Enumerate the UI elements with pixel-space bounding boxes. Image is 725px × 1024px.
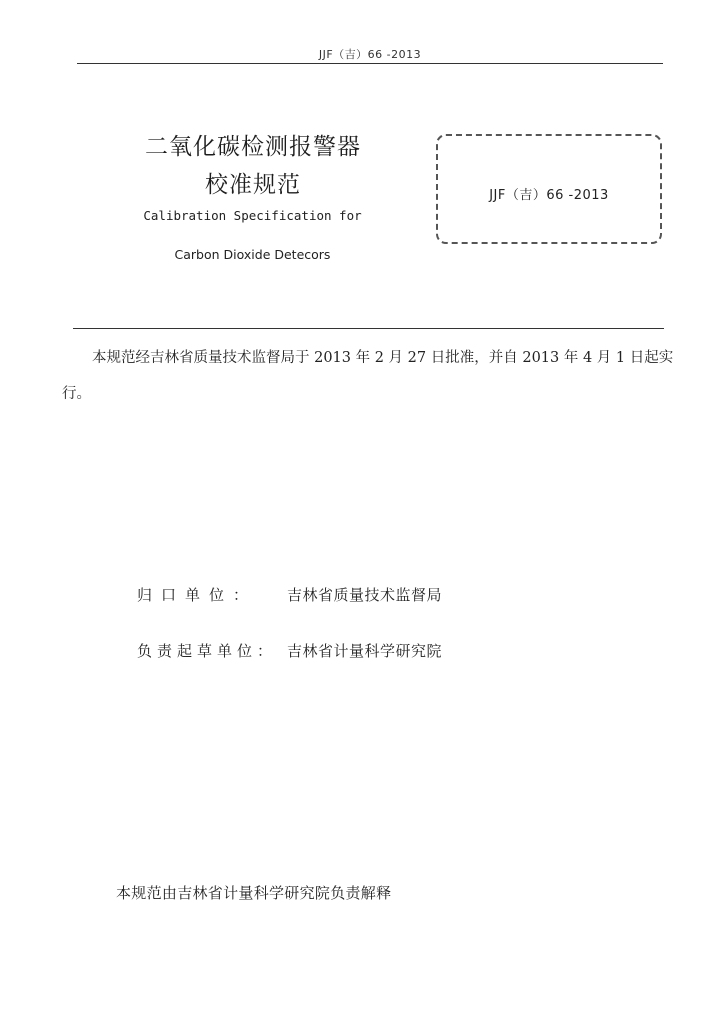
- document-subtitle-cn: 校准规范: [205, 172, 301, 198]
- responsible-unit-row: [137, 584, 442, 605]
- approval-rule: [73, 328, 664, 329]
- document-title-cn: 二氧化碳检测报警器: [145, 134, 361, 160]
- responsible-unit-label: 归口单位：: [137, 586, 258, 604]
- header-rule: [77, 63, 663, 64]
- document-title-en-line2: Carbon Dioxide Detecors: [174, 247, 331, 262]
- document-title-en-line1: Calibration Specification for: [143, 208, 362, 223]
- interpretation-note: 本规范由吉林省计量科学研究院负责解释: [116, 884, 392, 902]
- standard-code-text: JJF（吉）66 -2013: [489, 188, 609, 203]
- drafting-unit-row: [137, 640, 442, 661]
- approval-statement: 本规范经吉林省质量技术监督局于 2013 年 2 月 27 日批准，并自 2013 年 4 月 1 日起实行。: [62, 350, 674, 402]
- drafting-unit-label: 负责起草单位：: [137, 642, 278, 660]
- running-header-code: JJF（吉）66 -2013: [318, 48, 422, 61]
- drafting-unit-value: 吉林省计量科学研究院: [287, 642, 443, 660]
- standard-code-box: [436, 134, 662, 244]
- responsible-unit-value: 吉林省质量技术监督局: [287, 586, 443, 604]
